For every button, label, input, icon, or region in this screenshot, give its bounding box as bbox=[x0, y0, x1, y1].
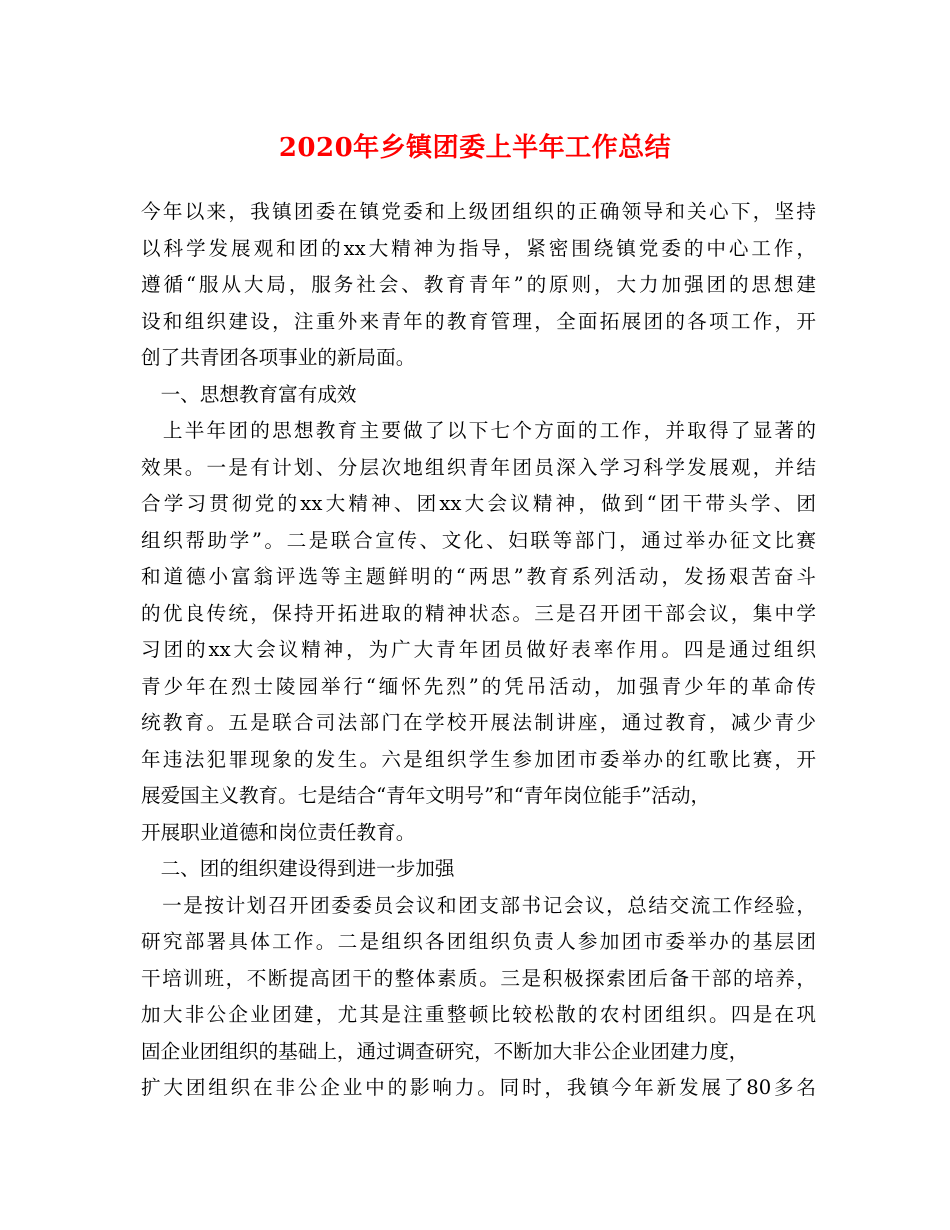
text-line: 组织帮助学”。二是联合宣传、文化、妇联等部门，通过举办征文比赛 bbox=[141, 528, 816, 552]
text-line: 上半年团的思想教育主要做了以下七个方面的工作，并取得了显著的 bbox=[141, 419, 816, 442]
text-line: 一是按计划召开团委委员会议和团支部书记会议，总结交流工作经验， bbox=[141, 893, 816, 917]
text-line: 今年以来，我镇团委在镇党委和上级团组织的正确领导和关心下，坚持 bbox=[141, 200, 816, 223]
text-line: 加大非公企业团建，尤其是注重整顿比较松散的农村团组织。四是在巩 bbox=[141, 1003, 816, 1026]
text-line: 创了共青团各项事业的新局面。 bbox=[141, 346, 416, 369]
text-line: 年违法犯罪现象的发生。六是组织学生参加团市委举办的红歌比赛，开 bbox=[141, 747, 816, 771]
text-line: 开展职业道德和岗位责任教育。 bbox=[141, 820, 416, 844]
text-line: 和道德小富翁评选等主题鲜明的“两思”教育系列活动，发扬艰苦奋斗 bbox=[141, 565, 816, 588]
text-line: 统教育。五是联合司法部门在学校开展法制讲座，通过教育，减少青少 bbox=[141, 711, 816, 734]
section-heading: 二、团的组织建设得到进一步加强 bbox=[141, 857, 455, 880]
text-line: 合学习贯彻党的xx大精神、团xx大会议精神，做到“团干带头学、团 bbox=[141, 492, 816, 515]
text-line: 青少年在烈士陵园举行“缅怀先烈”的凭吊活动，加强青少年的革命传 bbox=[141, 674, 816, 698]
text-line: 干培训班，不断提高团干的整体素质。三是积极探索团后备干部的培养， bbox=[141, 966, 816, 990]
text-line: 遵循“服从大局，服务社会、教育青年”的原则，大力加强团的思想建 bbox=[141, 273, 816, 296]
text-line: 扩大团组织在非公企业中的影响力。同时，我镇今年新发展了80多名 bbox=[141, 1076, 816, 1099]
section-heading: 一、思想教育富有成效 bbox=[141, 382, 357, 406]
text-line: 研究部署具体工作。二是组织各团组织负责人参加团市委举办的基层团 bbox=[141, 930, 816, 953]
text-line: 效果。一是有计划、分层次地组织青年团员深入学习科学发展观，并结 bbox=[141, 455, 816, 479]
text-line: 的优良传统，保持开拓进取的精神状态。三是召开团干部会议，集中学 bbox=[141, 601, 816, 625]
text-line: 习团的xx大会议精神，为广大青年团员做好表率作用。四是通过组织 bbox=[141, 638, 816, 661]
text-line: 固企业团组织的基础上，通过调查研究，不断加大非公企业团建力度， bbox=[141, 1039, 749, 1063]
page-title: 2020年乡镇团委上半年工作总结 bbox=[278, 133, 672, 163]
text-line: 以科学发展观和团的xx大精神为指导，紧密围绕镇党委的中心工作， bbox=[141, 236, 816, 260]
text-line: 设和组织建设，注重外来青年的教育管理，全面拓展团的各项工作，开 bbox=[141, 309, 816, 333]
text-line: 展爱国主义教育。七是结合“青年文明号”和“青年岗位能手”活动， bbox=[141, 784, 711, 807]
body-text bbox=[141, 194, 816, 1107]
